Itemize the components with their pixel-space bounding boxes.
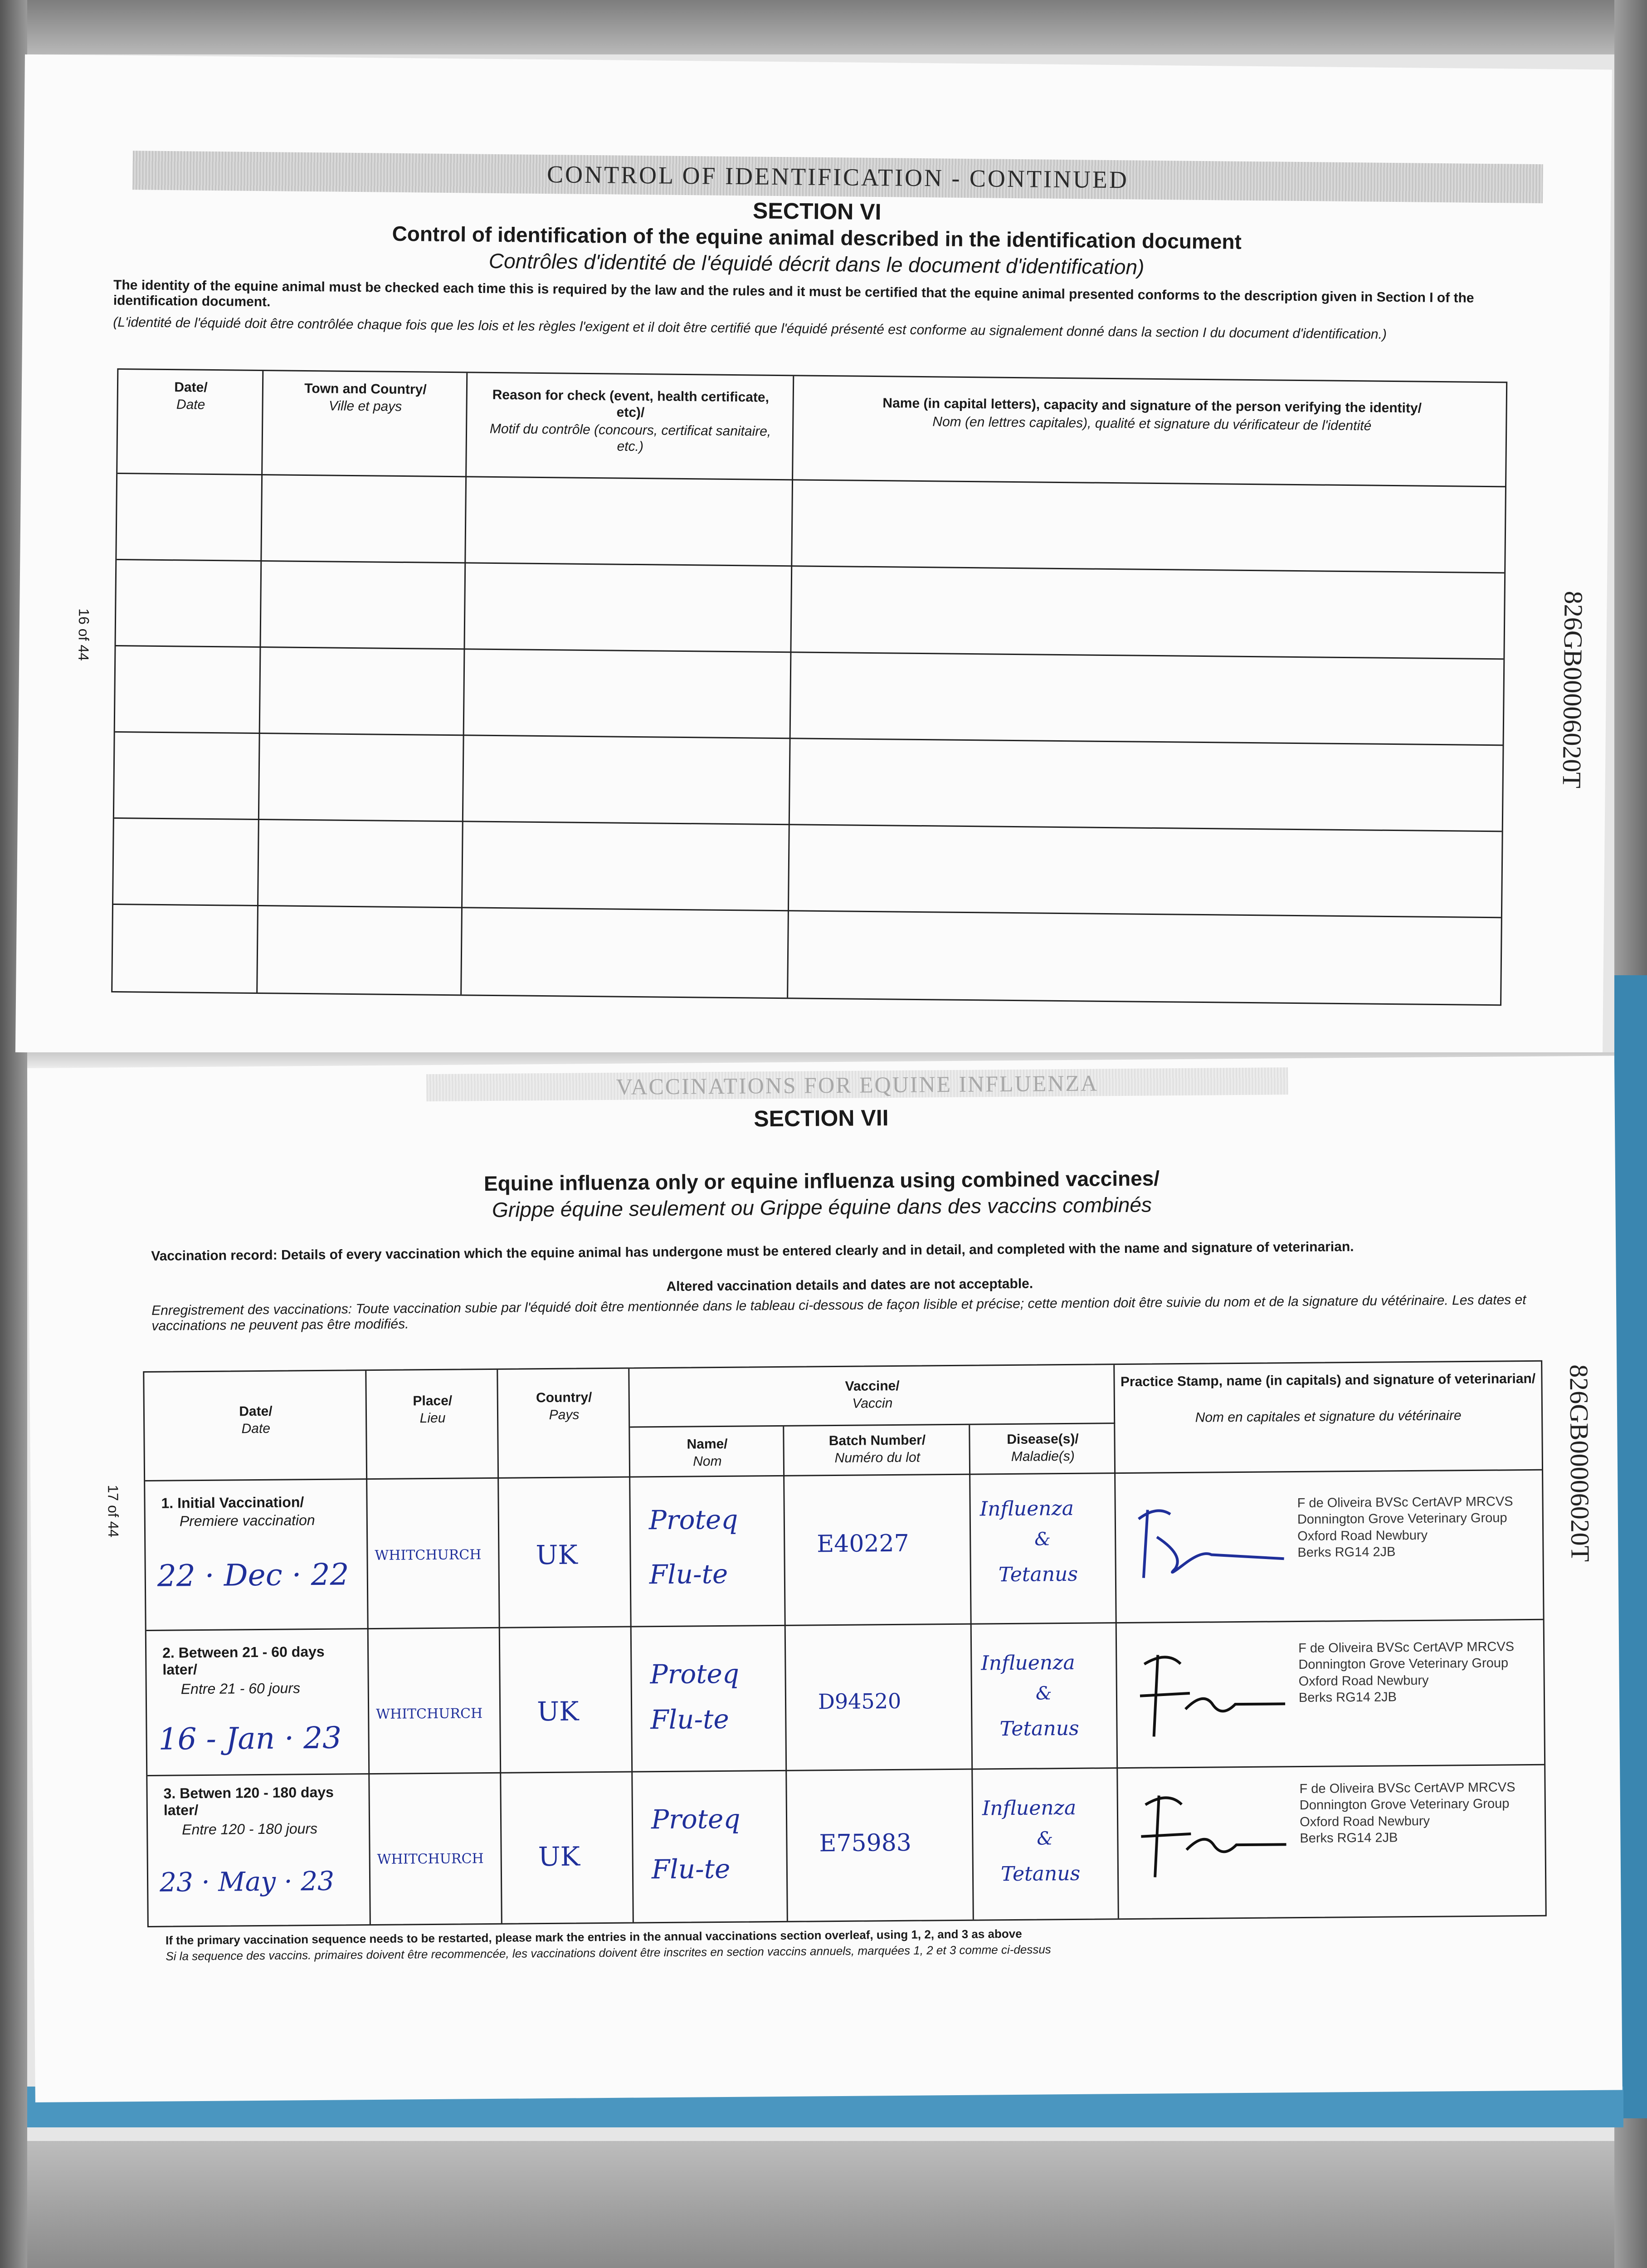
stamp-line-3: Oxford Road Newbury (1297, 1528, 1428, 1544)
scanner-background-top (0, 0, 1647, 54)
header-reason-fr: Motif du contrôle (concours, certificat sanitaire, etc.) (489, 421, 771, 455)
stamp-line-4: Berks RG14 2JB (1300, 1830, 1398, 1846)
section-vii-label: SECTION VII (754, 1105, 889, 1132)
table-row (114, 733, 1503, 832)
table-row (113, 819, 1502, 918)
page-number-17: 17 of 44 (105, 1485, 122, 1538)
row-3-date: 23 · May · 23 (159, 1865, 335, 1898)
table-row (117, 474, 1505, 573)
header-date-en: Date/ (239, 1403, 273, 1419)
row-1-disease-1: Influenza (979, 1496, 1074, 1521)
stamp-line-2: Donnington Grove Veterinary Group (1297, 1510, 1507, 1527)
header-country-fr: Pays (549, 1407, 580, 1422)
row-1-batch: E40227 (817, 1530, 909, 1558)
row-2-vaccine-name-2: Flu-te (650, 1703, 729, 1735)
header-batch-fr: Numéro du lot (834, 1450, 921, 1466)
section-vii-note-en-altered: Altered vaccination details and dates are not acceptable. (666, 1276, 1033, 1294)
header-vaccine-fr: Vaccin (852, 1396, 893, 1411)
row-2-disease-2: & (1035, 1683, 1052, 1704)
section-vii-note-fr: Enregistrement des vaccinations: Toute vaccination subie par l'équidé doit être mentionnée dans le tableau ci-dessous de façon lisible et précise; cette mention doit être suivie du nom et de la signature du vétérinaire. Les dates et vaccinations ne peuvent pas être modifiés. (151, 1292, 1526, 1334)
row-3-place: WHITCHURCH (377, 1851, 484, 1867)
row-3-label-fr: Entre 120 - 180 jours (182, 1820, 318, 1838)
row-1-vaccine-name-2: Flu-te (649, 1558, 728, 1590)
row-2-label-fr: Entre 21 - 60 jours (180, 1680, 301, 1697)
row-2-date: 16 - Jan · 23 (158, 1720, 342, 1757)
row-3-vaccine-name-2: Flu-te (651, 1853, 731, 1885)
section-vi-label: SECTION VI (752, 198, 882, 225)
header-place-en: Place/ (413, 1393, 453, 1409)
identification-check-table (111, 368, 1507, 1006)
stamp-line-4: Berks RG14 2JB (1298, 1690, 1397, 1705)
row-3-batch: E75983 (819, 1829, 912, 1857)
row-1-country: UK (536, 1539, 578, 1571)
row-2-place: WHITCHURCH (376, 1706, 483, 1723)
header-vaccine-en: Vaccine/ (845, 1378, 900, 1394)
header-batch-en: Batch Number/ (828, 1432, 926, 1449)
scanner-background-bottom (0, 2141, 1647, 2268)
row-2-vaccine-name-1: Proteq (650, 1658, 740, 1690)
passport-number-page17: 826GB00006020T (1564, 1364, 1595, 1562)
row-3-disease-2: & (1037, 1828, 1053, 1849)
row-1-label-en: 1. Initial Vaccination/ (161, 1494, 304, 1511)
row-2-disease-1: Influenza (981, 1651, 1075, 1675)
section-vi-note-en: The identity of the equine animal must be checked each time this is required by the law and the rules and it must be certified that the equine animal presented conforms to the description given in Section I of the identification document. (113, 277, 1474, 310)
header-vet-en: Practice Stamp, name (in capitals) and signature of veterinarian/ (1120, 1371, 1536, 1390)
header-disease-fr: Maladie(s) (1011, 1448, 1075, 1464)
header-vet-fr: Nom en capitales et signature du vétérinaire (1195, 1408, 1462, 1425)
header-date-en: Date/ (174, 380, 208, 395)
passport-number-page16: 826GB00006020T (1557, 591, 1589, 789)
row-1-date: 22 · Dec · 22 (157, 1557, 349, 1593)
vet-stamp-1 (1297, 1493, 1513, 1561)
footer-note-en: If the primary vaccination sequence needs to be restarted, please mark the entries in the annual vaccinations section overleaf, using 1, 2, and 3 as above (165, 1926, 1022, 1947)
header-town-en: Town and Country/ (304, 381, 427, 397)
row-2-batch: D94520 (818, 1688, 901, 1714)
page-section-vi (15, 54, 1612, 1067)
header-verifier-en: Name (in capital letters), capacity and signature of the person verifying the identity/ (882, 396, 1422, 416)
header-name-en: Name/ (687, 1436, 728, 1452)
header-town-fr: Ville et pays (328, 398, 402, 415)
footer-note-fr: Si la sequence des vaccins. primaires doivent être recommencée, les vaccinations doivent être inscrites en section vaccins annuels, marquées 1, 2 et 3 comme ci-dessus (166, 1942, 1051, 1963)
row-1-disease-2: & (1034, 1529, 1051, 1550)
stamp-line-2: Donnington Grove Veterinary Group (1299, 1796, 1510, 1813)
stamp-line-2: Donnington Grove Veterinary Group (1298, 1656, 1509, 1672)
section-vii-title-fr: Grippe équine seulement ou Grippe équine dans des vaccins combinés (492, 1193, 1152, 1222)
header-reason-en: Reason for check (event, health certificate, etc)/ (492, 387, 770, 420)
section-vii-title-en: Equine influenza only or equine influenza using combined vaccines/ (483, 1166, 1160, 1196)
header-name-fr: Nom (693, 1453, 722, 1469)
section-vi-note-fr: (L'identité de l'équidé doit être contrôlée chaque fois que les lois et les règles l'exigent et il doit être certifié que l'équidé présenté est conforme au signalement donné dans la section I du document d'identification.) (113, 314, 1387, 342)
header-place-fr: Lieu (419, 1410, 446, 1426)
stamp-line-1: F de Oliveira BVSc CertAVP MRCVS (1298, 1639, 1515, 1656)
stamp-line-1: F de Oliveira BVSc CertAVP MRCVS (1299, 1780, 1515, 1797)
page-number-16: 16 of 44 (75, 608, 93, 661)
section-vi-title-en: Control of identification of the equine animal described in the identification document (392, 221, 1242, 254)
section-vii-note-en: Vaccination record: Details of every vaccination which the equine animal has undergone must be entered clearly and in detail, and completed with the name and signature of veterinarian. (151, 1239, 1354, 1264)
stamp-line-1: F de Oliveira BVSc CertAVP MRCVS (1297, 1494, 1513, 1511)
section-vii-banner-title: VACCINATIONS FOR EQUINE INFLUENZA (616, 1070, 1099, 1100)
section-vii-banner (426, 1067, 1288, 1101)
row-3-disease-3: Tetanus (1000, 1862, 1081, 1886)
vet-stamp-2 (1298, 1638, 1515, 1706)
stamp-line-3: Oxford Road Newbury (1300, 1813, 1430, 1829)
row-3-vaccine-name-1: Proteq (651, 1803, 741, 1835)
header-date-fr: Date (241, 1421, 271, 1437)
row-1-label-fr: Premiere vaccination (179, 1512, 315, 1530)
header-date-fr: Date (176, 397, 205, 412)
row-2-label-en: 2. Between 21 - 60 days later/ (162, 1643, 325, 1678)
row-2-disease-3: Tetanus (999, 1716, 1079, 1741)
section-vi-banner-title: CONTROL OF IDENTIFICATION - CONTINUED (546, 161, 1129, 194)
stamp-line-4: Berks RG14 2JB (1297, 1545, 1396, 1560)
table-row (115, 646, 1504, 746)
vet-signature-2 (1130, 1645, 1295, 1748)
row-1-place: WHITCHURCH (375, 1547, 482, 1564)
row-3-label-en: 3. Betwen 120 - 180 days later/ (163, 1784, 334, 1818)
vet-stamp-3 (1299, 1779, 1515, 1847)
section-vi-title-fr: Contrôles d'identité de l'équidé décrit dans le document d'identification) (488, 249, 1145, 279)
header-disease-en: Disease(s)/ (1007, 1431, 1079, 1447)
header-verifier-fr: Nom (en lettres capitales), qualité et signature du vérificateur de l'identité (932, 414, 1372, 434)
vet-signature-3 (1132, 1785, 1296, 1889)
page-section-vii (27, 1056, 1623, 2102)
stamp-line-3: Oxford Road Newbury (1298, 1673, 1429, 1689)
vaccination-table (143, 1360, 1547, 1927)
row-1-disease-3: Tetanus (998, 1562, 1078, 1587)
vet-signature-1 (1130, 1500, 1294, 1594)
row-3-disease-1: Influenza (982, 1796, 1077, 1820)
header-country-en: Country/ (536, 1390, 592, 1406)
table-row (116, 560, 1504, 660)
row-2-country: UK (536, 1696, 579, 1727)
row-1-vaccine-name-1: Proteq (648, 1504, 738, 1536)
row-3-country: UK (538, 1841, 580, 1872)
